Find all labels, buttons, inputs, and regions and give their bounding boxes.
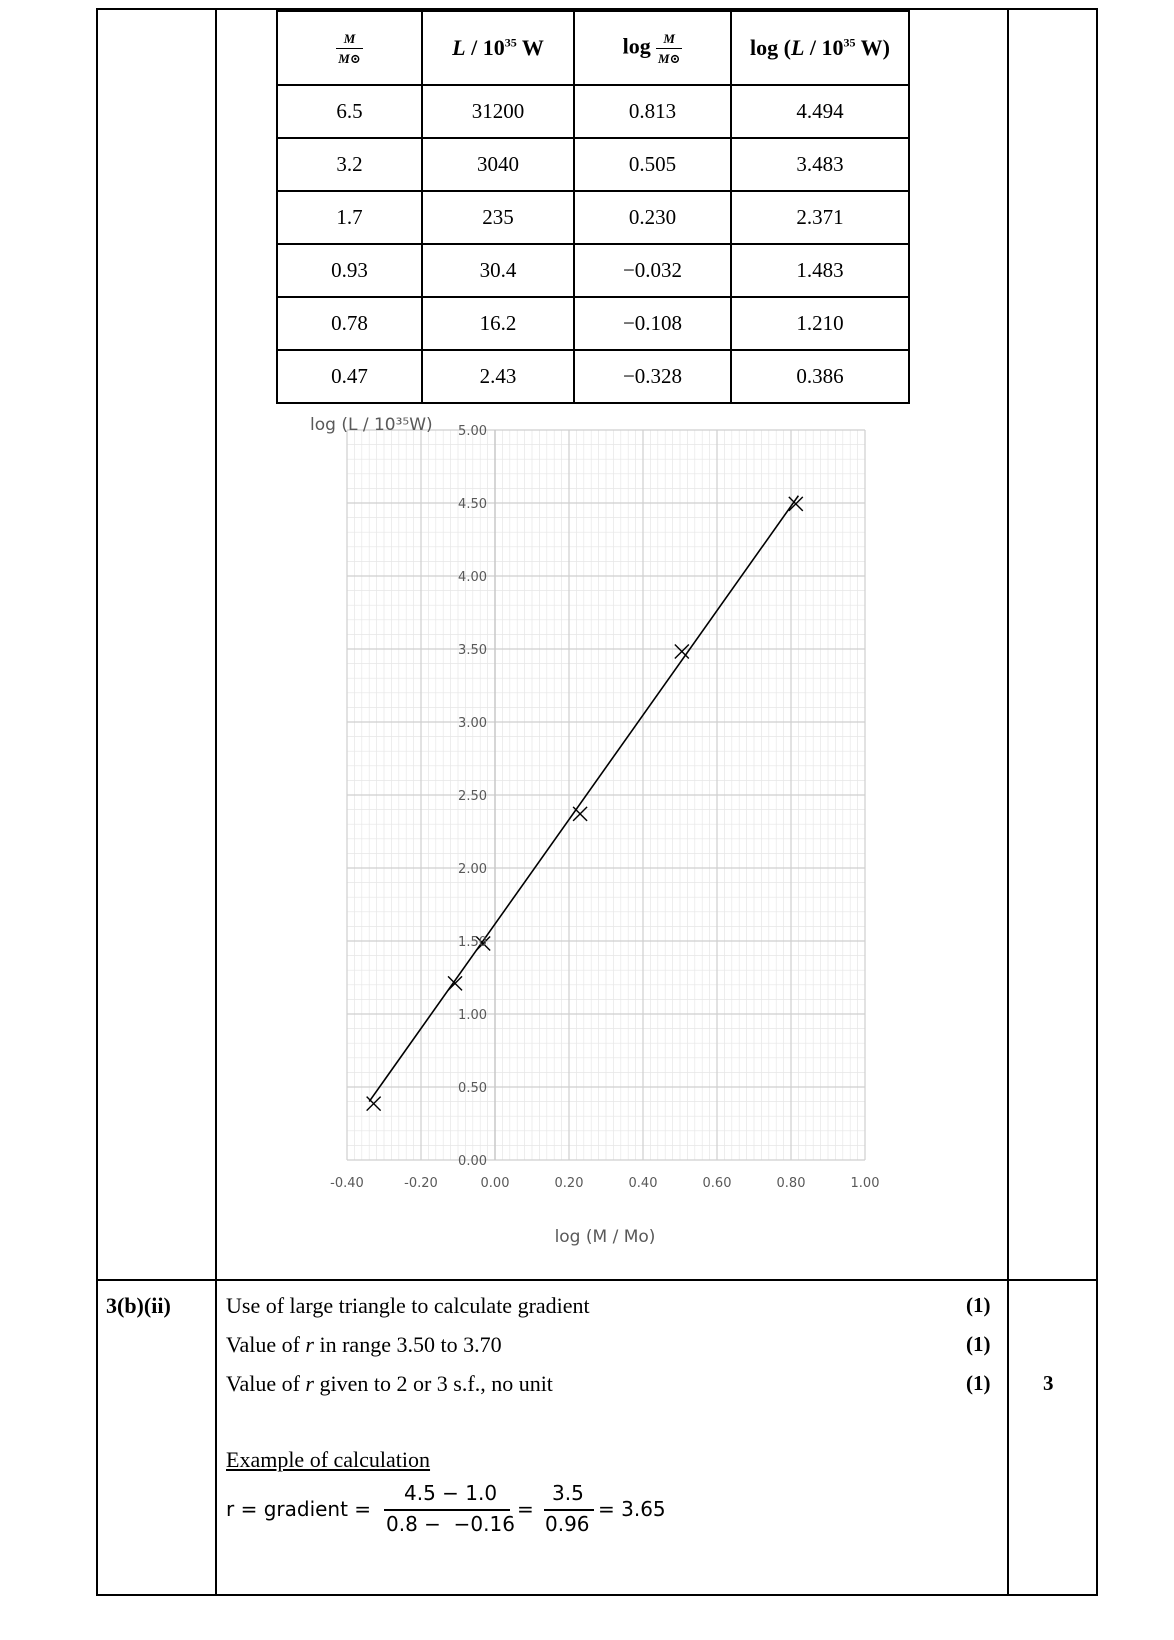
y-tick-label: 1.50 — [458, 935, 487, 950]
x-tick-label: 0.40 — [628, 1176, 658, 1191]
y-axis-label: log (L / 10³⁵W) — [310, 415, 433, 435]
table-row: 6.5 31200 0.813 4.494 — [277, 85, 909, 138]
total-marks: 3 — [1043, 1371, 1054, 1395]
x-tick-label: 0.80 — [776, 1176, 806, 1191]
calc-num1: 4.5 − 1.0 — [404, 1481, 498, 1505]
table-header-row — [277, 11, 909, 85]
x-tick-label: 0.60 — [702, 1176, 732, 1191]
y-tick-label: 1.00 — [458, 1008, 487, 1023]
table-row: 0.78 16.2 −0.108 1.210 — [277, 297, 909, 350]
question-number: 3(b)(ii) — [106, 1293, 171, 1318]
y-tick-label: 4.00 — [458, 570, 487, 585]
calc-num2: 3.5 — [552, 1481, 584, 1505]
frame-right — [1096, 8, 1098, 1596]
y-tick-label: 3.00 — [458, 716, 487, 731]
mark-point-1: Use of large triangle to calculate gradient — [226, 1293, 590, 1318]
x-tick-label: -0.40 — [330, 1176, 364, 1191]
frame-bottom — [96, 1594, 1098, 1596]
x-tick-label: -0.20 — [404, 1176, 438, 1191]
calc-eq: = — [517, 1497, 534, 1521]
mark-point-3: Value of r given to 2 or 3 s.f., no unit — [226, 1371, 553, 1396]
table-row: 0.47 2.43 −0.328 0.386 — [277, 350, 909, 403]
x-tick-label: 1.00 — [850, 1176, 880, 1191]
x-tick-label: 0.00 — [480, 1176, 510, 1191]
y-tick-label: 2.50 — [458, 789, 487, 804]
y-tick-label: 4.50 — [458, 497, 487, 512]
calc-bar1 — [384, 1509, 510, 1511]
header-log-luminosity: $\log (L / 10^{35}$ W) — [731, 11, 909, 85]
frame-mid — [96, 1279, 1098, 1281]
table-row: 3.2 3040 0.505 3.483 — [277, 138, 909, 191]
calc-lhs: r = gradient = — [226, 1497, 372, 1521]
y-tick-label: 3.50 — [458, 643, 487, 658]
mark-point-2: Value of r in range 3.50 to 3.70 — [226, 1332, 502, 1357]
data-point-3 — [573, 807, 587, 821]
data-point-2 — [675, 644, 689, 658]
data-point-6 — [367, 1097, 381, 1111]
scatter-chart — [290, 405, 910, 1265]
mark-3: (1) — [966, 1371, 991, 1395]
header-luminosity: L / $10^{35}$ W — [422, 11, 574, 85]
x-tick-label: 0.20 — [554, 1176, 584, 1191]
calc-den1: 0.8 − −0.16 — [386, 1512, 515, 1536]
calc-den2: 0.96 — [545, 1512, 590, 1536]
y-tick-label: 5.00 — [458, 424, 487, 439]
x-tick-labels — [330, 1176, 879, 1191]
frame-col2 — [215, 8, 217, 1596]
data-points — [367, 497, 803, 1111]
calc-result: = 3.65 — [598, 1497, 666, 1521]
header-log-mass: log $\frac{M}{M⊙}$ — [574, 11, 731, 85]
data-point-5 — [448, 976, 462, 990]
table-row: 1.7 235 0.230 2.371 — [277, 191, 909, 244]
y-tick-label: 0.00 — [458, 1154, 487, 1169]
frame-col3 — [1007, 8, 1009, 1596]
header-mass-ratio: $\frac{M}{M⊙}$ — [277, 11, 422, 85]
y-tick-label: 2.00 — [458, 862, 487, 877]
frame-left — [96, 8, 98, 1596]
mark-1: (1) — [966, 1293, 991, 1317]
example-heading: Example of calculation — [226, 1447, 431, 1472]
data-table — [276, 10, 910, 404]
x-axis-label: log (M / Mo) — [554, 1227, 656, 1247]
mark-2: (1) — [966, 1332, 991, 1356]
calc-bar2 — [544, 1509, 594, 1511]
table-row: 0.93 30.4 −0.032 1.483 — [277, 244, 909, 297]
y-tick-label: 0.50 — [458, 1081, 487, 1096]
